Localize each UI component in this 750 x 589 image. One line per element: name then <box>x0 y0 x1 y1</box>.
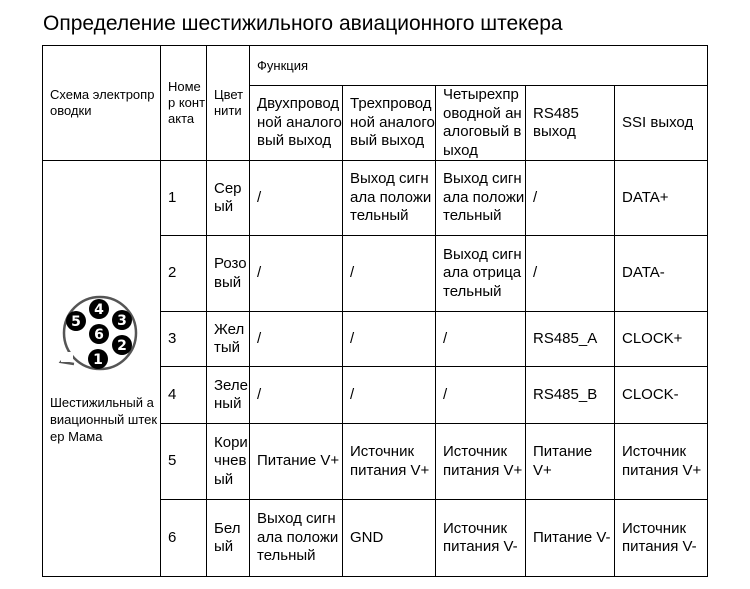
svg-text:1: 1 <box>93 352 103 368</box>
row-4-three-wire: / <box>343 367 436 424</box>
row-5-two-wire: Питание V+ <box>250 424 343 500</box>
svg-text:3: 3 <box>117 313 127 329</box>
row-3-pin: 3 <box>161 312 207 367</box>
svg-text:6: 6 <box>94 327 104 343</box>
row-5-color: Коричневый <box>207 424 250 500</box>
row-2-three-wire: / <box>343 236 436 312</box>
row-1-color: Серый <box>207 161 250 236</box>
row-4-four-wire: / <box>436 367 526 424</box>
header-pin-number: Номер контакта <box>161 46 207 161</box>
row-4-two-wire: / <box>250 367 343 424</box>
row-2-pin: 2 <box>161 236 207 312</box>
row-3-rs485: RS485_A <box>526 312 615 367</box>
header-three-wire: Трехпроводной аналоговый выход <box>343 86 436 161</box>
header-rs485: RS485 выход <box>526 86 615 161</box>
row-5-three-wire: Источник питания V+ <box>343 424 436 500</box>
row-2-two-wire: / <box>250 236 343 312</box>
row-4-rs485: RS485_B <box>526 367 615 424</box>
pin-3 <box>112 310 132 330</box>
row-1-three-wire: Выход сигнала положительный <box>343 161 436 236</box>
row-6-color: Белый <box>207 500 250 577</box>
row-4-ssi: CLOCK- <box>615 367 708 424</box>
svg-text:2: 2 <box>117 338 127 354</box>
row-2-ssi: DATA- <box>615 236 708 312</box>
row-3-ssi: CLOCK+ <box>615 312 708 367</box>
pin-5 <box>66 311 86 331</box>
row-3-three-wire: / <box>343 312 436 367</box>
row-6-pin: 6 <box>161 500 207 577</box>
row-1-ssi: DATA+ <box>615 161 708 236</box>
row-3-color: Желтый <box>207 312 250 367</box>
header-four-wire: Четырехпроводной аналоговый выход <box>436 86 526 161</box>
connector-diagram <box>50 292 160 378</box>
pinout-table <box>42 45 708 577</box>
row-4-pin: 4 <box>161 367 207 424</box>
row-2-color: Розовый <box>207 236 250 312</box>
header-scheme: Схема электропроводки <box>43 46 161 161</box>
header-function: Функция <box>250 46 708 86</box>
row-1-pin: 1 <box>161 161 207 236</box>
row-3-two-wire: / <box>250 312 343 367</box>
row-6-four-wire: Источник питания V- <box>436 500 526 577</box>
pin-2 <box>112 335 132 355</box>
connector-cell <box>43 161 161 577</box>
row-4-color: Зеленый <box>207 367 250 424</box>
svg-text:4: 4 <box>94 302 104 318</box>
pin-1 <box>88 349 108 369</box>
row-5-pin: 5 <box>161 424 207 500</box>
page-title: Определение шестижильного авиационного штекера <box>43 12 563 35</box>
pin-6 <box>89 324 109 344</box>
connector-pinout-icon <box>55 292 147 378</box>
row-2-four-wire: Выход сигнала отрицательный <box>436 236 526 312</box>
header-ssi: SSI выход <box>615 86 708 161</box>
header-two-wire: Двухпроводной аналоговый выход <box>250 86 343 161</box>
row-3-four-wire: / <box>436 312 526 367</box>
row-6-two-wire: Выход сигнала положительный <box>250 500 343 577</box>
pin-4 <box>89 299 109 319</box>
row-6-rs485: Питание V- <box>526 500 615 577</box>
row-5-ssi: Источник питания V+ <box>615 424 708 500</box>
row-2-rs485: / <box>526 236 615 312</box>
svg-text:5: 5 <box>71 314 81 330</box>
row-6-three-wire: GND <box>343 500 436 577</box>
row-1-two-wire: / <box>250 161 343 236</box>
row-5-four-wire: Источник питания V+ <box>436 424 526 500</box>
row-6-ssi: Источник питания V- <box>615 500 708 577</box>
connector-caption: Шестижильный авиационный штекер Мама <box>50 395 158 444</box>
row-5-rs485: Питание V+ <box>526 424 615 500</box>
header-wire-color: Цвет нити <box>207 46 250 161</box>
row-1-four-wire: Выход сигнала положительный <box>436 161 526 236</box>
row-1-rs485: / <box>526 161 615 236</box>
